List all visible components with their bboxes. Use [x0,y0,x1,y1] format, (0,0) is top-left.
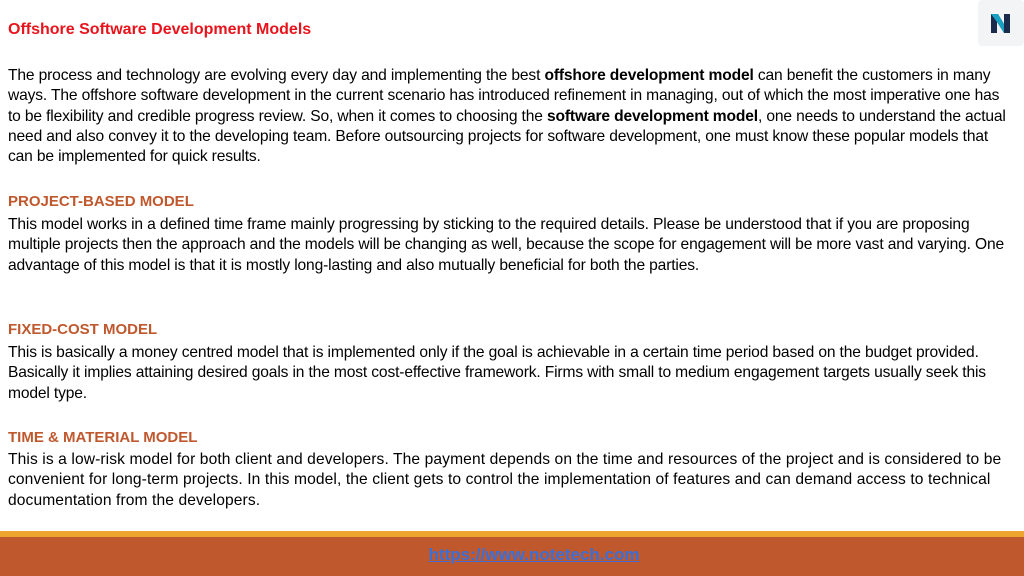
intro-text-3: , one needs to understand the actual need and also convey it to the developing team. Before outsourcing projects for software development, one must know these popular models that can be implemented for quick results. [8,107,1006,166]
section-body-time-material: This is a low-risk model for both client and developers. The payment depends on the time and resources of the project and is considered to be convenient for long-term projects. In this model, the client gets to control the implementation of features and can demand access to technical documentation from the developers. [8,451,1002,509]
logo [978,0,1024,46]
section-heading-fixed-cost: FIXED-COST MODEL [8,321,158,338]
intro-bold-offshore-model: offshore development model [544,67,754,84]
intro-text-1: The process and technology are evolving every day and implementing the best [8,67,545,84]
section-heading-time-material: TIME & MATERIAL MODEL [8,429,198,446]
footer-bar [0,537,1024,576]
page-title: Offshore Software Development Models [8,21,312,38]
section-body-fixed-cost: This is basically a money centred model that is implemented only if the goal is achievable in a certain time period based on the budget provided. Basically it implies attaining desired goals in the most cost-effective framework. Firms with small to medium engagement targets usually seek this model type. [8,344,986,402]
section-body-project-based: This model works in a defined time frame mainly progressing by sticking to the required details. Please be understood that if you are proposing multiple projects then the approach and the models will be changing as well, because the scope for engagement will be more vast and varying. One advantage of this model is that it is mostly long-lasting and also mutually beneficial for both the parties. [8,216,1005,274]
intro-paragraph [8,66,1008,167]
section-heading-project-based: PROJECT-BASED MODEL [8,193,194,210]
footer-website-link[interactable]: https://www.notetech.com [428,544,640,564]
intro-bold-software-model: software development model [546,107,758,125]
intro-text-2: can benefit the customers in many ways. The offshore software development in the current scenario has introduced refinement in managing, out of which the most imperative one has to be flexibility and credible progress review. So, when it comes to choosing the [8,67,1000,125]
notetech-logo-icon [988,10,1014,36]
